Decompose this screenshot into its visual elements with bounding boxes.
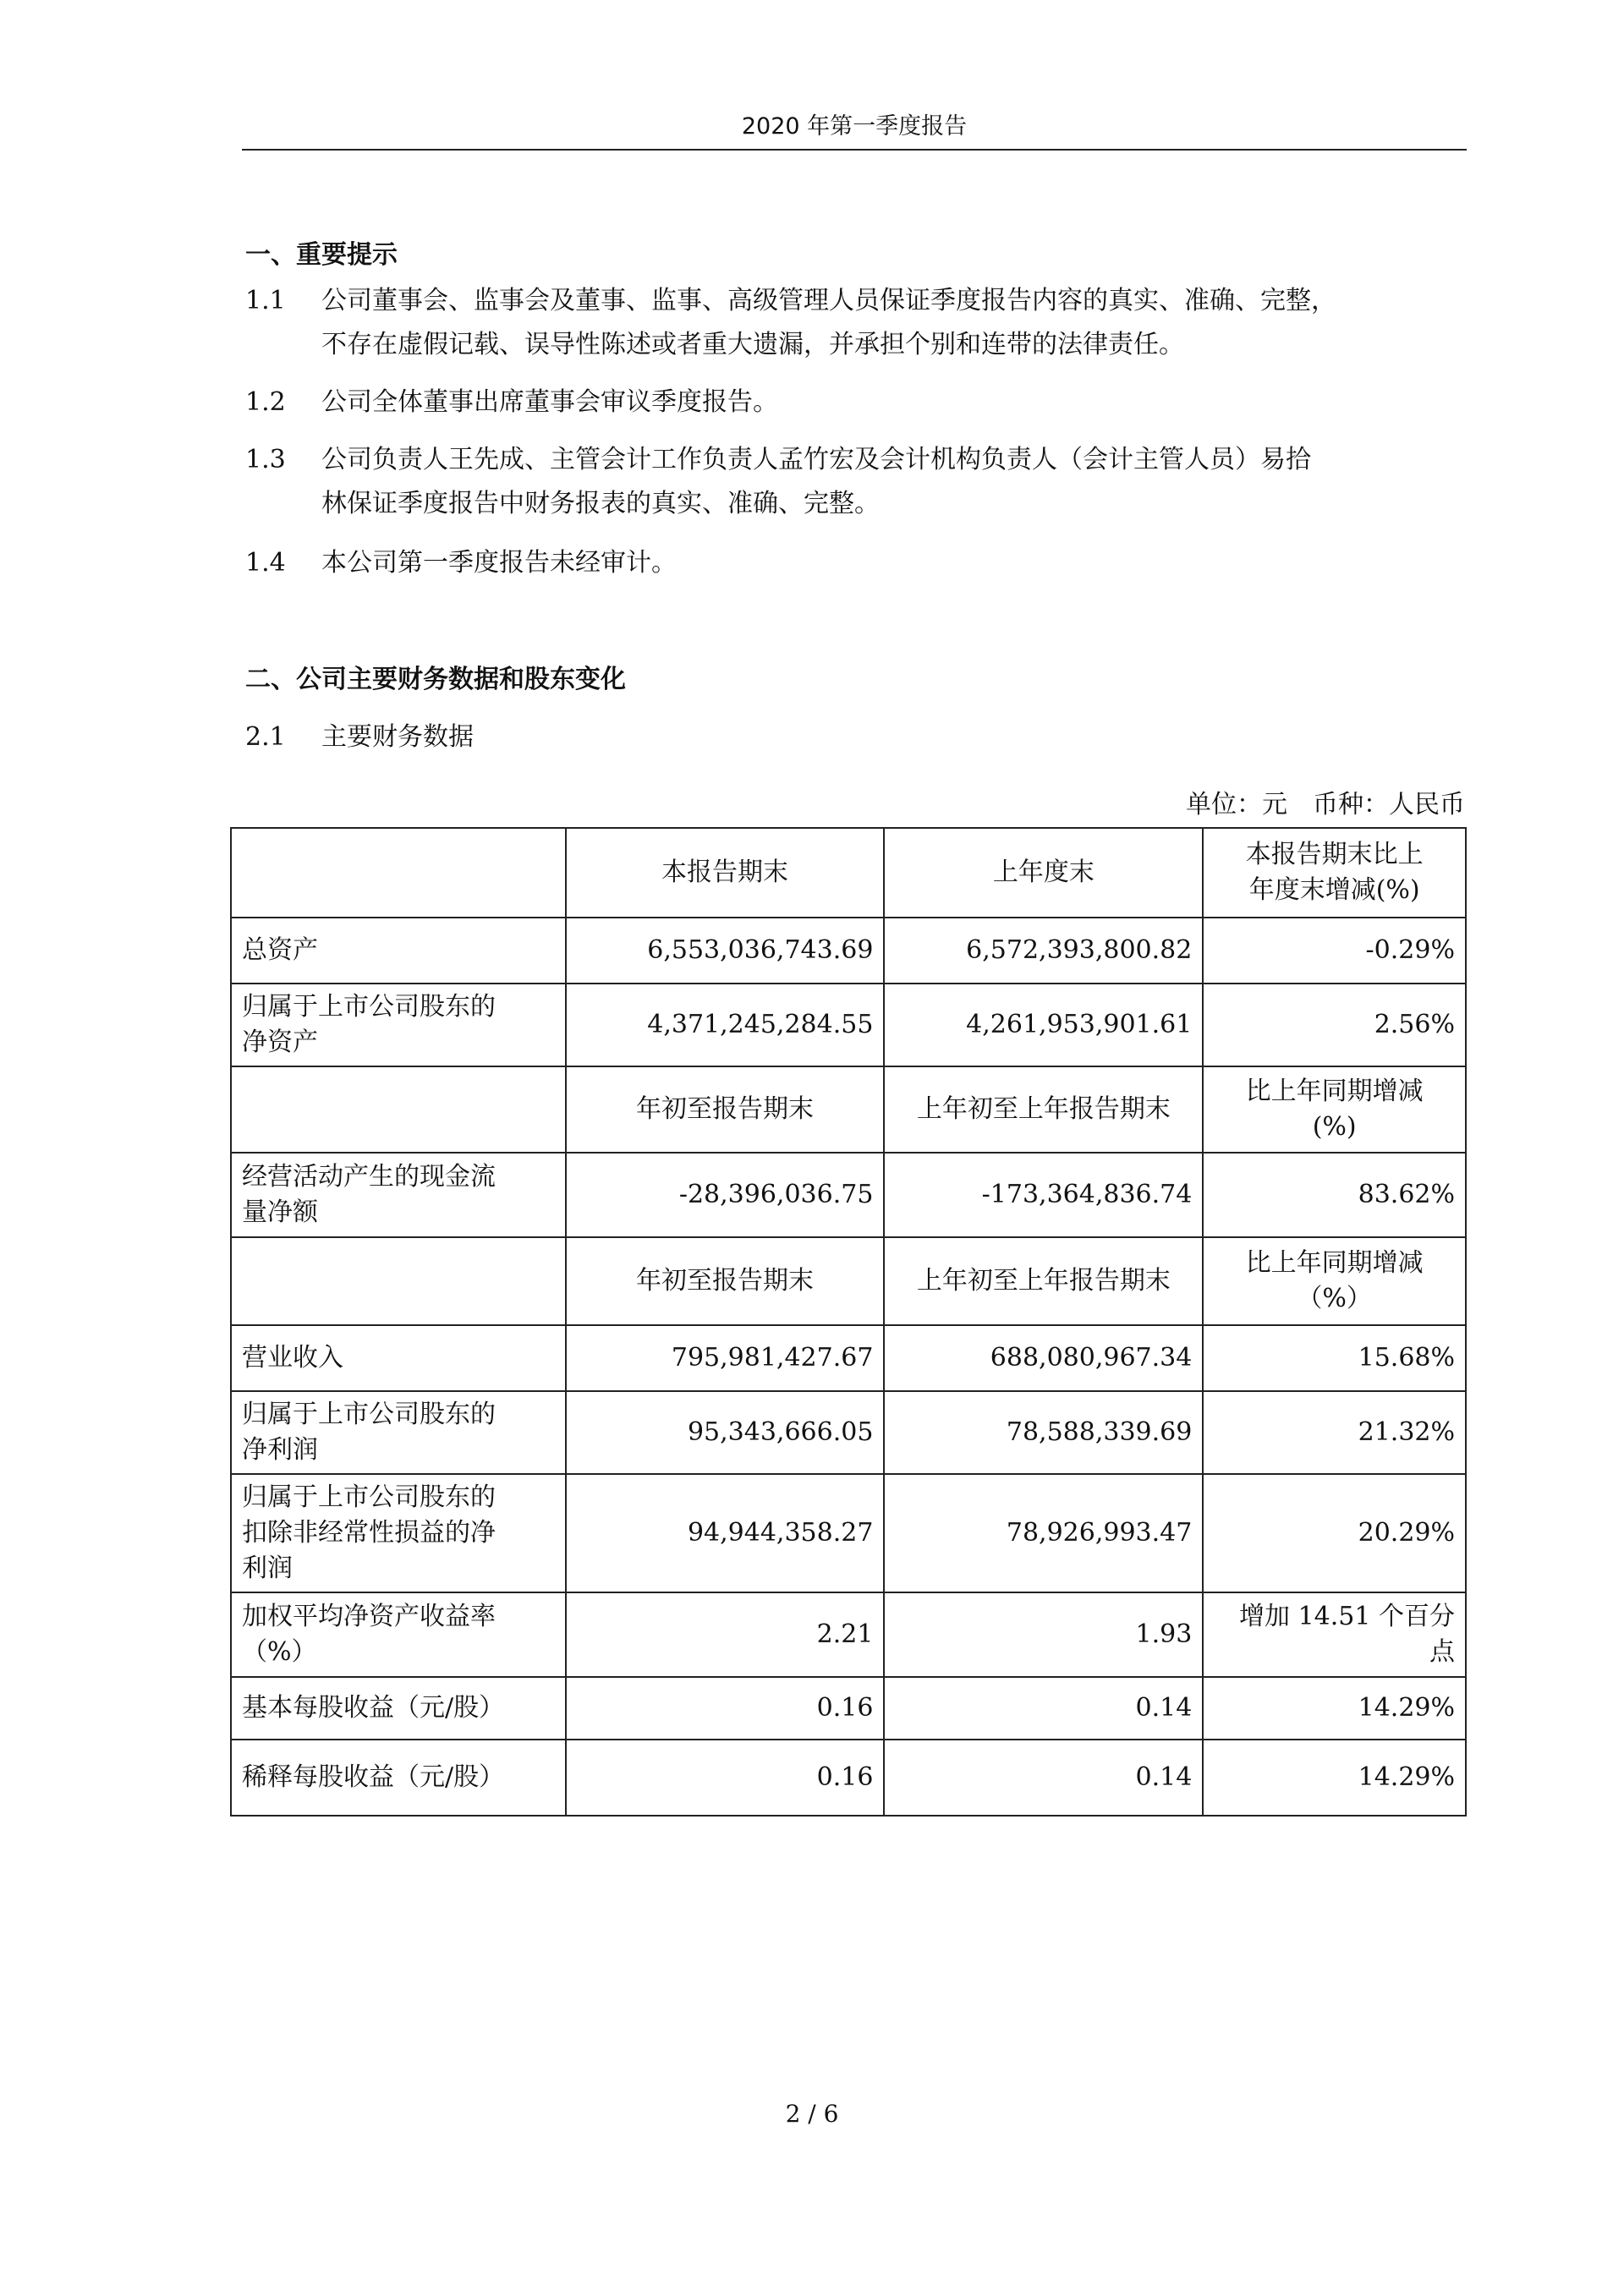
row-value-prior: 78,926,993.47: [884, 1474, 1203, 1592]
header-divider: [242, 149, 1467, 151]
row-value-prior: 4,261,953,901.61: [884, 984, 1203, 1066]
item-2-1-text: 主要财务数据: [321, 722, 474, 752]
item-1-1: [245, 279, 1463, 367]
row-value-change: 15.68%: [1203, 1325, 1466, 1391]
item-1-2: [245, 381, 1463, 425]
page-header-title: 2020 年第一季度报告: [741, 113, 968, 140]
row-label: 营业收入: [231, 1325, 566, 1391]
col-header-ytd: 年初至报告期末: [566, 1237, 885, 1325]
row-value-prior: 6,572,393,800.82: [884, 918, 1203, 984]
table-subheader-blank: [231, 1237, 566, 1325]
row-value-prior: -173,364,836.74: [884, 1153, 1203, 1237]
item-1-3: [245, 438, 1463, 526]
col-header-prior-ytd: 上年初至上年报告期末: [884, 1237, 1203, 1325]
row-label: 总资产: [231, 918, 566, 984]
col-header-yoy-change: 比上年同期增减 （%）: [1203, 1237, 1466, 1325]
row-value-change: -0.29%: [1203, 918, 1466, 984]
row-value-prior: 0.14: [884, 1740, 1203, 1816]
table-row: [231, 1325, 1466, 1391]
table-row: [231, 984, 1466, 1066]
row-label: 经营活动产生的现金流 量净额: [231, 1153, 566, 1237]
currency-unit-note: 单位：元 币种：人民币: [1186, 790, 1465, 819]
item-1-3-text-cont: 林保证季度报告中财务报表的真实、准确、完整。: [321, 489, 880, 518]
financial-data-table: [230, 827, 1467, 1817]
row-value-current: 0.16: [566, 1677, 885, 1740]
table-subheader-row: [231, 1066, 1466, 1153]
col-header-prior-year-end: 上年度末: [884, 828, 1203, 918]
table-row: [231, 1153, 1466, 1237]
item-1-1-text-cont: 不存在虚假记载、误导性陈述或者重大遗漏，并承担个别和连带的法律责任。: [321, 330, 1184, 359]
table-subheader-blank: [231, 1066, 566, 1153]
item-1-1-number: 1.1: [245, 286, 286, 315]
item-1-2-text: 公司全体董事出席董事会审议季度报告。: [321, 387, 778, 417]
row-value-prior: 78,588,339.69: [884, 1391, 1203, 1474]
item-2-1-number: 2.1: [245, 722, 286, 752]
row-value-current: 94,944,358.27: [566, 1474, 885, 1592]
row-label: 归属于上市公司股东的 净资产: [231, 984, 566, 1066]
item-2-1: [245, 715, 1463, 759]
table-row: [231, 1677, 1466, 1740]
row-value-current: -28,396,036.75: [566, 1153, 885, 1237]
row-value-current: 2.21: [566, 1592, 885, 1677]
table-header-row: [231, 828, 1466, 918]
table-row: [231, 1740, 1466, 1816]
col-header-ytd: 年初至报告期末: [566, 1066, 885, 1153]
item-1-4-text: 本公司第一季度报告未经审计。: [321, 548, 677, 578]
row-value-current: 6,553,036,743.69: [566, 918, 885, 984]
col-header-prior-ytd: 上年初至上年报告期末: [884, 1066, 1203, 1153]
item-1-2-number: 1.2: [245, 387, 286, 417]
row-value-prior: 1.93: [884, 1592, 1203, 1677]
row-value-change: 增加 14.51 个百分 点: [1203, 1592, 1466, 1677]
item-1-4: [245, 541, 1463, 585]
table-row: [231, 1592, 1466, 1677]
row-value-change: 14.29%: [1203, 1740, 1466, 1816]
page-number: 2 / 6: [785, 2100, 839, 2128]
row-label: 基本每股收益（元/股）: [231, 1677, 566, 1740]
row-label: 加权平均净资产收益率 （%）: [231, 1592, 566, 1677]
row-value-current: 4,371,245,284.55: [566, 984, 885, 1066]
item-1-4-number: 1.4: [245, 548, 286, 578]
row-value-prior: 688,080,967.34: [884, 1325, 1203, 1391]
table-header-blank: [231, 828, 566, 918]
section-2-title: 二、公司主要财务数据和股东变化: [245, 665, 626, 694]
section-1-title: 一、重要提示: [245, 240, 398, 270]
col-header-change: 本报告期末比上 年度末增减(%): [1203, 828, 1466, 918]
item-1-3-text: 公司负责人王先成、主管会计工作负责人孟竹宏及会计机构负责人（会计主管人员）易拾: [321, 445, 1311, 474]
row-value-change: 20.29%: [1203, 1474, 1466, 1592]
row-value-prior: 0.14: [884, 1677, 1203, 1740]
item-1-3-number: 1.3: [245, 445, 286, 474]
row-value-current: 95,343,666.05: [566, 1391, 885, 1474]
table-row: [231, 1391, 1466, 1474]
row-label: 归属于上市公司股东的 扣除非经常性损益的净 利润: [231, 1474, 566, 1592]
row-value-current: 0.16: [566, 1740, 885, 1816]
row-value-change: 83.62%: [1203, 1153, 1466, 1237]
row-value-change: 21.32%: [1203, 1391, 1466, 1474]
table-row: [231, 918, 1466, 984]
row-label: 稀释每股收益（元/股）: [231, 1740, 566, 1816]
col-header-yoy-change: 比上年同期增减 (%): [1203, 1066, 1466, 1153]
col-header-period-end: 本报告期末: [566, 828, 885, 918]
table-subheader-row: [231, 1237, 1466, 1325]
row-value-change: 2.56%: [1203, 984, 1466, 1066]
row-label: 归属于上市公司股东的 净利润: [231, 1391, 566, 1474]
table-row: [231, 1474, 1466, 1592]
row-value-change: 14.29%: [1203, 1677, 1466, 1740]
row-value-current: 795,981,427.67: [566, 1325, 885, 1391]
item-1-1-text: 公司董事会、监事会及董事、监事、高级管理人员保证季度报告内容的真实、准确、完整，: [321, 286, 1336, 315]
